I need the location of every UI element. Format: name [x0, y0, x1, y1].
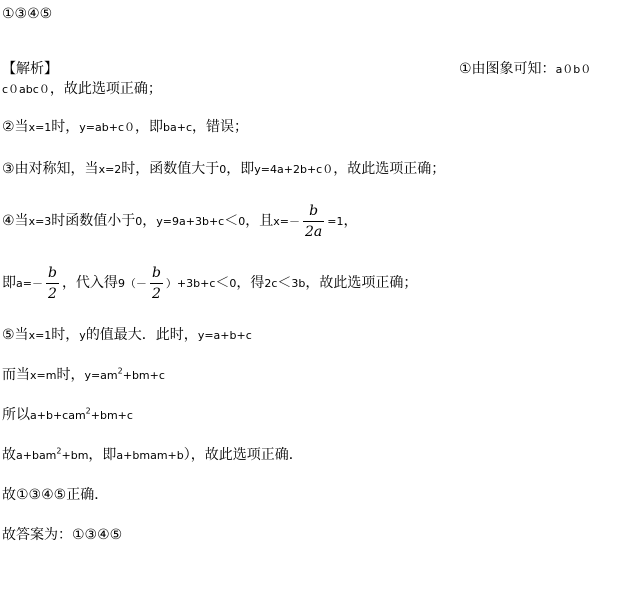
line7-part-e: +bm+c — [122, 369, 165, 382]
line7 — [2, 366, 165, 385]
item4-part-f: y=9a+3b+c — [156, 215, 225, 228]
line5-part-d: 9（－ — [117, 277, 147, 290]
answer-line — [2, 5, 52, 23]
line8 — [2, 406, 133, 425]
item4-part-c: 时函数值小于 — [51, 213, 136, 229]
line5-part-a: 即 — [2, 275, 16, 291]
item4-part-d: 0 — [135, 215, 143, 228]
line7-part-a: 而当 — [2, 367, 30, 383]
item2-part-a: ②当 — [2, 119, 29, 135]
line7-part-b: x=m — [30, 369, 57, 382]
item4-fraction — [303, 203, 324, 240]
item3-part-a: ③由对称知，当 — [2, 161, 99, 177]
item1-continuation — [2, 80, 162, 99]
item2-part-f: ba+c — [163, 121, 193, 134]
line11 — [2, 526, 122, 544]
item4-line — [2, 200, 357, 243]
line5-part-h: ，得 — [236, 275, 265, 291]
item1-head-text: ①由图象可知： — [459, 61, 556, 77]
item4-part-g: ＜ — [224, 213, 239, 229]
item3-part-c: 时，函数值大于 — [121, 161, 220, 177]
line10-text: 故①③④⑤正确． — [2, 487, 109, 503]
line8-part-b: a+b+cam — [30, 409, 86, 422]
line5-part-l: ，故此选项正确； — [305, 275, 418, 291]
line5-fraction-1 — [46, 265, 59, 302]
item5-part-b: x=1 — [28, 329, 52, 342]
line9 — [2, 446, 303, 465]
item3-part-f: y=4a+2b+c０ — [254, 163, 334, 176]
item5-part-d: y — [79, 329, 86, 342]
line5-fraction-2 — [150, 265, 163, 302]
item5-part-f: y=a+b+c — [197, 329, 252, 342]
item2-part-d: y=ab+c０ — [79, 121, 136, 134]
item4-part-b: x=3 — [28, 215, 52, 228]
fraction-bar — [150, 283, 163, 284]
line5-fraction-1-denominator: 2 — [47, 285, 57, 302]
item4-fraction-denominator: 2a — [304, 223, 323, 240]
item4-part-l: ， — [343, 213, 358, 229]
item3-part-b: x=2 — [98, 163, 122, 176]
answer-text: ①③④⑤ — [2, 6, 53, 22]
line8-part-c: +bm+c — [90, 409, 133, 422]
line7-part-c: 时， — [56, 367, 85, 383]
item2-part-b: x=1 — [28, 121, 52, 134]
line5-fraction-1-numerator: b — [47, 264, 57, 281]
line8-superscript: 2 — [85, 406, 91, 416]
line5-part-g: 0 — [229, 277, 237, 290]
line5-part-f: ＜ — [215, 275, 230, 291]
item4-fraction-numerator: b — [309, 202, 319, 219]
line9-part-b: a+bam — [16, 449, 57, 462]
item2-part-c: 时， — [51, 119, 80, 135]
item1-head-math: a０b０ — [555, 63, 592, 76]
analysis-label-text: 【解析】 — [2, 61, 58, 77]
item2-part-e: ，即 — [135, 119, 164, 135]
item4-part-j: x=－ — [273, 215, 300, 228]
item4-part-i: ，且 — [245, 213, 274, 229]
line7-part-d: y=am — [84, 369, 118, 382]
item4-part-h: 0 — [238, 215, 246, 228]
line9-part-a: 故 — [2, 447, 16, 463]
item5-line — [2, 326, 252, 345]
analysis-label — [2, 60, 58, 78]
item3-part-d: 0 — [219, 163, 227, 176]
line5-fraction-2-numerator: b — [151, 264, 161, 281]
line5-part-e: ）+3b+c — [165, 277, 216, 290]
line11-text: 故答案为：①③④⑤ — [2, 527, 123, 543]
item5-part-a: ⑤当 — [2, 327, 29, 343]
line9-superscript: 2 — [56, 446, 62, 456]
line5-part-j: ＜ — [277, 275, 292, 291]
item1-cont-text: ，故此选项正确； — [49, 81, 162, 97]
line9-part-e: a+bmam+b — [116, 449, 184, 462]
line5-fraction-2-denominator: 2 — [151, 285, 161, 302]
item3-line — [2, 160, 445, 179]
line9-part-d: ，即 — [88, 447, 117, 463]
item4-continuation — [2, 262, 417, 305]
line5-part-k: 3b — [291, 277, 306, 290]
line5-part-c: ，代入得 — [61, 275, 118, 291]
item1-cont-math: c０abc０ — [2, 83, 50, 96]
item1-head — [459, 60, 591, 79]
item4-part-k: =1 — [327, 215, 344, 228]
fraction-bar — [303, 221, 324, 222]
item3-part-e: ，即 — [226, 161, 255, 177]
line8-part-a: 所以 — [2, 407, 30, 423]
line5-part-b: a=－ — [16, 277, 43, 290]
item4-part-e: ， — [142, 213, 157, 229]
item5-part-c: 时， — [51, 327, 80, 343]
item3-part-g: ，故此选项正确； — [333, 161, 446, 177]
item4-part-a: ④当 — [2, 213, 29, 229]
item2-part-g: ，错误； — [192, 119, 249, 135]
item5-part-e: 的值最大．此时， — [85, 327, 198, 343]
item2-line — [2, 118, 248, 137]
line5-part-i: 2c — [264, 277, 278, 290]
line9-part-f: ），故此选项正确． — [183, 447, 303, 463]
line9-part-c: +bm — [61, 449, 89, 462]
line7-superscript: 2 — [117, 366, 123, 376]
fraction-bar — [46, 283, 59, 284]
line10 — [2, 486, 108, 504]
